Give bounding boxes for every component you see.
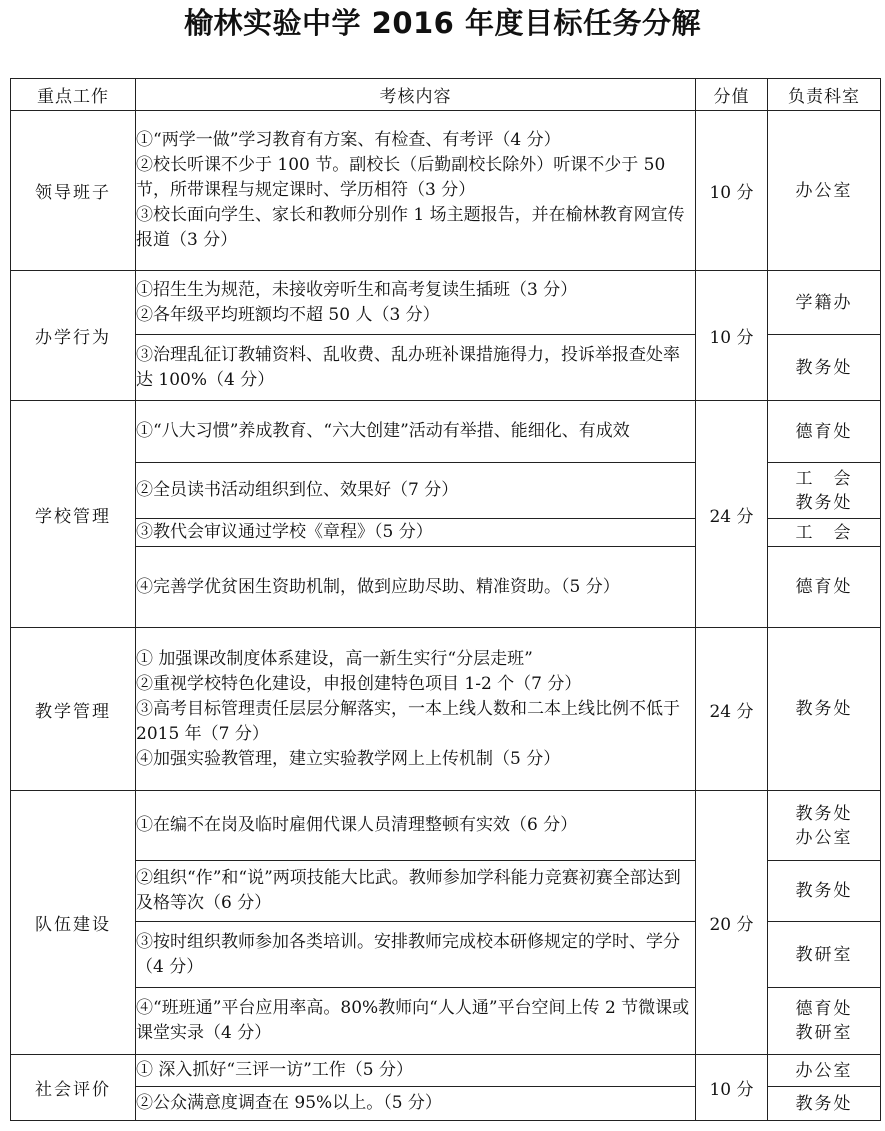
assessment-item: ④完善学优贫困生资助机制，做到应助尽助、精准资助。（5 分） <box>136 576 620 597</box>
dept-name: 教研室 <box>795 1023 853 1043</box>
responsible-dept-cell <box>768 791 881 861</box>
key-work-cell: 队伍建设 <box>11 791 136 1055</box>
table-row <box>11 1055 881 1087</box>
assessment-content-cell <box>136 791 696 861</box>
header-row <box>11 79 881 111</box>
table-row <box>11 401 881 463</box>
assessment-item: ①“两学一做”学习教育有方案、有检查、有考评（4 分） <box>136 130 561 150</box>
table-row <box>11 791 881 861</box>
goals-table <box>10 78 881 1121</box>
header-score: 分值 <box>696 79 768 111</box>
responsible-dept-cell <box>768 1087 881 1121</box>
key-work-cell: 领导班子 <box>11 111 136 271</box>
assessment-content-cell <box>136 111 696 271</box>
assessment-content-cell <box>136 335 696 401</box>
dept-name: 德育处 <box>795 577 853 597</box>
key-work-cell: 办学行为 <box>11 271 136 401</box>
assessment-item: ④“班班通”平台应用率高。80%教师向“人人通”平台空间上传 2 节微课或课堂实录（4 分） <box>136 998 690 1043</box>
dept-name: 教务处 <box>795 1093 853 1114</box>
goals-body <box>11 111 881 1121</box>
dept-name: 德育处 <box>795 999 853 1019</box>
assessment-content-cell <box>136 519 696 547</box>
assessment-item: ①在编不在岗及临时雇佣代课人员清理整顿有实效（6 分） <box>136 815 578 835</box>
assessment-item: ②公众满意度调查在 95%以上。（5 分） <box>136 1093 442 1113</box>
assessment-item: ②组织“作”和“说”两项技能大比武。教师参加学科能力竞赛初赛全部达到及格等次（6 分） <box>136 868 681 913</box>
assessment-item: ①招生生为规范，未接收旁听生和高考复读生插班（3 分） <box>136 279 578 300</box>
header-area: 重点工作 <box>11 79 136 111</box>
assessment-item: ③教代会审议通过学校《章程》（5 分） <box>136 522 433 542</box>
key-work-cell: 教学管理 <box>11 628 136 791</box>
score-cell: 20 分 <box>696 791 768 1055</box>
dept-name: 德育处 <box>795 421 853 442</box>
assessment-item: ①“八大习惯”养成教育、“六大创建”活动有举措、能细化、有成效 <box>136 421 630 441</box>
score-cell: 10 分 <box>696 1055 768 1121</box>
assessment-item: ③治理乱征订教辅资料、乱收费、乱办班补课措施得力，投诉举报查处率达 100%（4 分） <box>136 344 680 390</box>
responsible-dept-cell <box>768 547 881 628</box>
responsible-dept-cell <box>768 401 881 463</box>
key-work-cell: 学校管理 <box>11 401 136 628</box>
responsible-dept-cell <box>768 111 881 271</box>
table-row <box>11 628 881 791</box>
score-cell: 24 分 <box>696 628 768 791</box>
assessment-content-cell <box>136 463 696 519</box>
dept-name: 办公室 <box>795 827 853 848</box>
document-title: 榆林实验中学 2016 年度目标任务分解 <box>184 6 701 40</box>
assessment-item: ③高考目标管理责任层层分解落实，一本上线人数和二本上线比例不低于 2015 年（7 分） <box>136 698 680 744</box>
header-content: 考核内容 <box>136 79 696 111</box>
dept-name: 教务处 <box>795 357 853 378</box>
dept-name: 学籍办 <box>795 292 853 313</box>
responsible-dept-cell <box>768 988 881 1055</box>
responsible-dept-cell <box>768 628 881 791</box>
table-row <box>11 111 881 271</box>
dept-name: 工 会 <box>795 522 853 543</box>
assessment-content-cell <box>136 271 696 335</box>
assessment-content-cell <box>136 988 696 1055</box>
assessment-item: ②各年级平均班额均不超 50 人（3 分） <box>136 304 440 325</box>
responsible-dept-cell <box>768 463 881 519</box>
assessment-item: ②全员读书活动组织到位、效果好（7 分） <box>136 480 459 500</box>
key-work-cell: 社会评价 <box>11 1055 136 1121</box>
assessment-item: ②校长听课不少于 100 节。副校长（后勤副校长除外）听课不少于 50 节，所带课程与规定课时、学历相符（3 分） <box>136 155 666 200</box>
dept-name: 办公室 <box>795 1060 853 1081</box>
table-row <box>11 271 881 335</box>
assessment-content-cell <box>136 1055 696 1087</box>
dept-name: 教研室 <box>795 944 853 965</box>
dept-name: 教务处 <box>795 803 853 824</box>
assessment-item: ① 加强课改制度体系建设，高一新生实行“分层走班” <box>136 648 533 669</box>
assessment-item: ③校长面向学生、家长和教师分别作 1 场主题报告，并在榆林教育网宣传报道（3 分） <box>136 205 685 250</box>
assessment-item: ③按时组织教师参加各类培训。安排教师完成校本研修规定的学时、学分（4 分） <box>136 931 680 977</box>
dept-name: 工 会 <box>795 468 853 489</box>
assessment-content-cell <box>136 861 696 922</box>
responsible-dept-cell <box>768 519 881 547</box>
header-dept: 负责科室 <box>768 79 881 111</box>
dept-name: 办公室 <box>795 180 853 201</box>
score-cell: 24 分 <box>696 401 768 628</box>
assessment-item: ① 深入抓好“三评一访”工作（5 分） <box>136 1060 414 1080</box>
responsible-dept-cell <box>768 335 881 401</box>
score-cell: 10 分 <box>696 111 768 271</box>
responsible-dept-cell <box>768 1055 881 1087</box>
assessment-content-cell <box>136 628 696 791</box>
responsible-dept-cell <box>768 271 881 335</box>
score-cell: 10 分 <box>696 271 768 401</box>
assessment-content-cell <box>136 401 696 463</box>
dept-name: 教务处 <box>795 699 853 719</box>
responsible-dept-cell <box>768 922 881 988</box>
assessment-item: ④加强实验教管理，建立实验教学网上上传机制（5 分） <box>136 748 561 769</box>
assessment-content-cell <box>136 1087 696 1121</box>
responsible-dept-cell <box>768 861 881 922</box>
assessment-item: ②重视学校特色化建设，申报创建特色项目 1-2 个（7 分） <box>136 673 582 694</box>
dept-name: 教务处 <box>795 881 853 901</box>
dept-name: 教务处 <box>795 492 853 513</box>
assessment-content-cell <box>136 547 696 628</box>
assessment-content-cell <box>136 922 696 988</box>
